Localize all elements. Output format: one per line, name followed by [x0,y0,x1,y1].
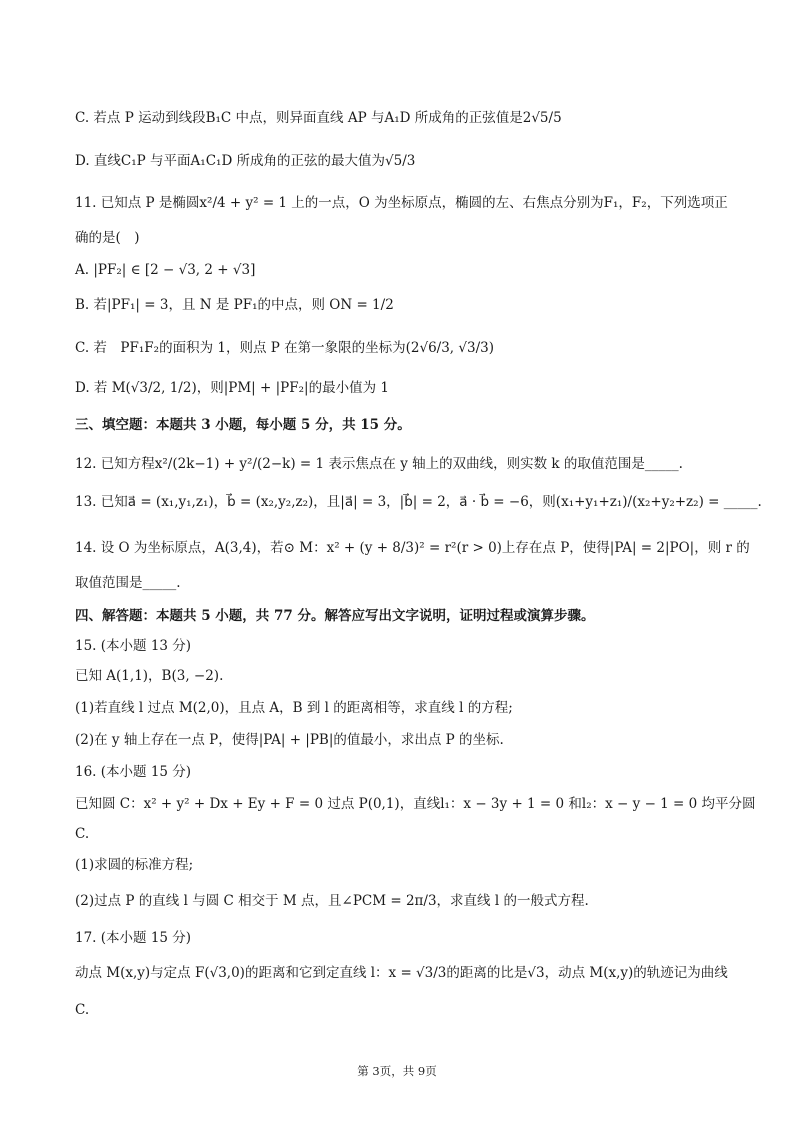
section-4-heading: 四、解答题：本题共 5 小题，共 77 分。解答应写出文字说明，证明过程或演算步骤。 [75,608,595,624]
question-17-given-line-1: 动点 M(x,y)与定点 F(√3,0)的距离和它到定直线 l：x = √3/3的距离的比是√3，动点 M(x,y)的轨迹记为曲线 [75,965,728,981]
question-15-given: 已知 A(1,1)，B(3, −2). [75,668,224,684]
question-14-line-2: 取值范围是_____. [75,575,181,591]
question-11-line-1: 11. 已知点 P 是椭圆x²/4 + y² = 1 上的一点，O 为坐标原点，椭圆的左、右焦点分别为F₁，F₂，下列选项正 [75,195,728,211]
question-16-given-line-1: 已知圆 C：x² + y² + Dx + Ey + F = 0 过点 P(0,1)，直线l₁：x − 3y + 1 = 0 和l₂：x − y − 1 = 0 均平分圆 [75,796,756,812]
question-15-title: 15. (本小题 13 分) [75,638,192,654]
question-14-line-1: 14. 设 O 为坐标原点，A(3,4)，若⊙ M：x² + (y + 8/3)² = r²(r > 0)上存在点 P，使得|PA| = 2|PO|，则 r 的 [75,540,750,556]
question-17-title: 17. (本小题 15 分) [75,930,192,946]
question-13: 13. 已知a⃗ = (x₁,y₁,z₁)，b⃗ = (x₂,y₂,z₂)，且|a⃗| = 3，|b⃗| = 2，a⃗ · b⃗ = −6，则(x₁+y₁+z₁)/(x₂+y₂+z₂) = _____. [75,494,762,510]
option-c-q10: C. 若点 P 运动到线段B₁C 中点，则异面直线 AP 与A₁D 所成角的正弦值是2√5/5 [75,110,562,126]
question-15-part-2: (2)在 y 轴上存在一点 P，使得|PA| + |PB|的值最小，求出点 P 的坐标. [75,732,504,748]
option-c-q11: C. 若 PF₁F₂的面积为 1，则点 P 在第一象限的坐标为(2√6/3, √3/3) [75,340,494,356]
section-3-heading: 三、填空题：本题共 3 小题，每小题 5 分，共 15 分。 [75,417,411,433]
option-d-q11: D. 若 M(√3/2, 1/2)，则|PM| + |PF₂|的最小值为 1 [75,380,389,396]
question-11-line-2: 确的是( ) [75,230,140,246]
question-17-given-line-2: C. [75,1002,90,1018]
question-16-given-line-2: C. [75,826,90,842]
question-16-part-1: (1)求圆的标准方程; [75,857,194,873]
option-d-q10: D. 直线C₁P 与平面A₁C₁D 所成角的正弦的最大值为√5/3 [75,153,416,169]
question-16-part-2: (2)过点 P 的直线 l 与圆 C 相交于 M 点，且∠PCM = 2π/3，求直线 l 的一般式方程. [75,893,589,909]
option-b-q11: B. 若|PF₁| = 3，且 N 是 PF₁的中点，则 ON = 1/2 [75,297,394,313]
question-15-part-1: (1)若直线 l 过点 M(2,0)，且点 A，B 到 l 的距离相等，求直线 l 的方程; [75,700,513,716]
page-footer: 第 3页，共 9页 [357,1064,437,1078]
option-a-q11: A. |PF₂| ∈ [2 − √3, 2 + √3] [75,262,256,278]
question-16-title: 16. (本小题 15 分) [75,764,192,780]
question-12: 12. 已知方程x²/(2k−1) + y²/(2−k) = 1 表示焦点在 y 轴上的双曲线，则实数 k 的取值范围是_____. [75,456,683,472]
